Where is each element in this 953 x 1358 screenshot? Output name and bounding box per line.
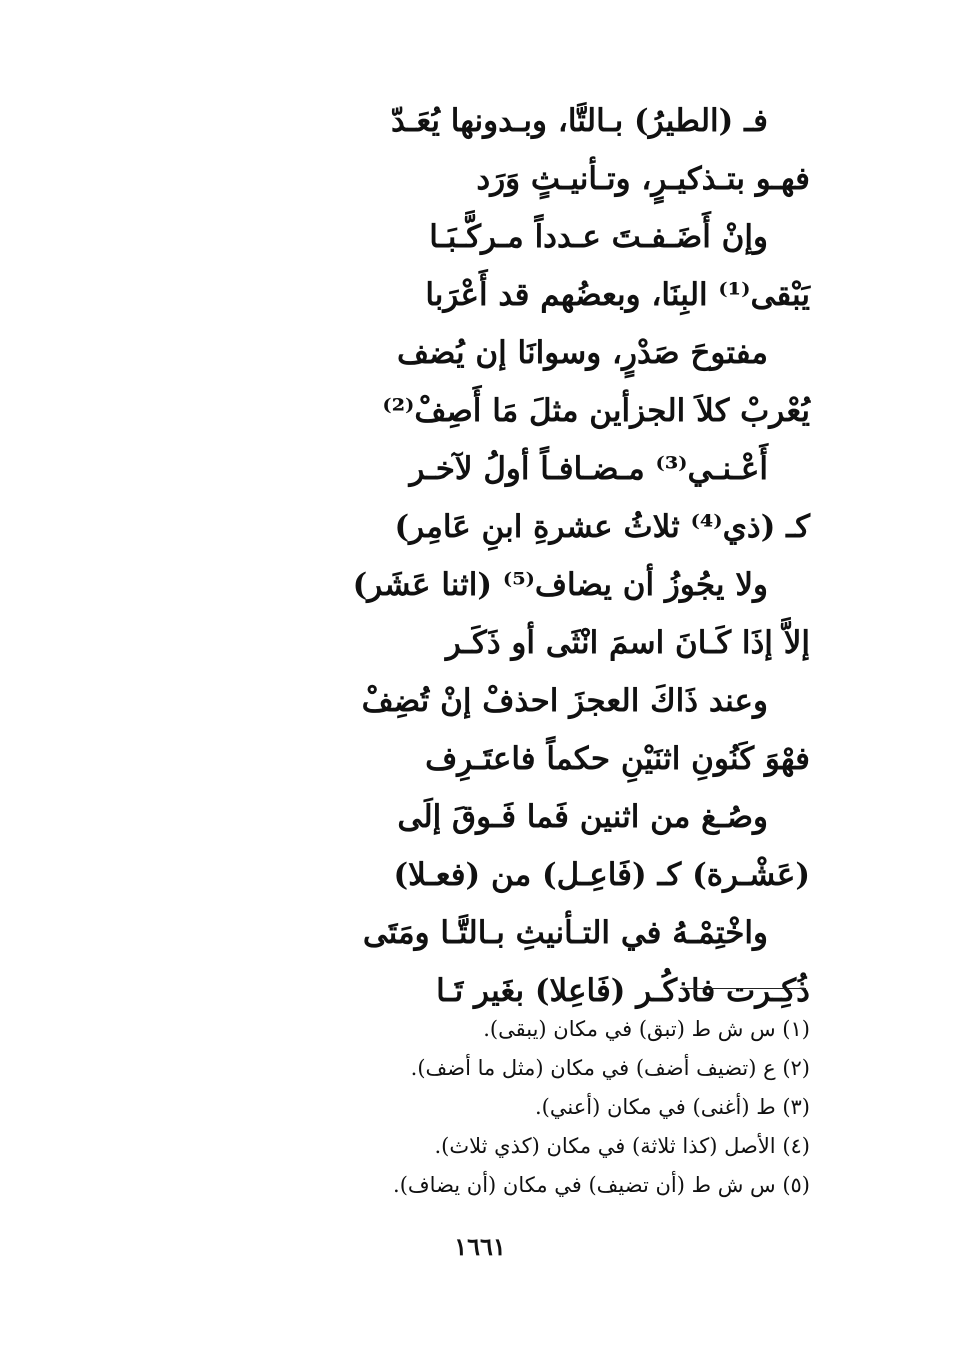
verse-line: واخْتِمْـهُ في التـأنيثِ بـالتَّـا ومَتَى xyxy=(362,915,768,951)
verse-line: فـ (الطيرُ) بـالتَّا، وبـدونها يُعَـدّ xyxy=(391,103,768,139)
verse-line: فهـو بتـذكيـرٍ، وتـأنيـثٍ وَرَد xyxy=(476,161,810,197)
verse-line: مفتوحَ صَدْرٍ، وسوانَا إن يُضف xyxy=(396,335,768,371)
footnotes xyxy=(330,1010,810,1205)
footnote-item: (٢) ع (تضيف أضف) في مكان (مثل ما أضف). xyxy=(410,1056,810,1080)
verse-line: فهْوَ كَنُونِ اثنَيْنِ حكماً فاعتَـرِف xyxy=(425,741,810,777)
verse-line: (عَشْـرة) كـ (فَاعِـل) من (فعـلا) xyxy=(393,857,810,893)
verse-line: يَبْقى⁽¹⁾ البِنَا، وبعضُهم قد أَعْرَبا xyxy=(425,277,810,313)
footnote-item: (٣) ط (أغنى) في مكان (أعني). xyxy=(535,1095,810,1119)
verse-line: أَعْـنـي⁽³⁾ مـضـافـاً أولُ لآخـر xyxy=(409,451,768,487)
footnote-item: (٤) الأصل (كذا ثلاثة) في مكان (كذي ثلاث). xyxy=(434,1134,810,1158)
poem-verses xyxy=(170,92,810,1020)
verse-line: يُعْربْ كلاَ الجزأين مثلَ مَا أَصِفْ⁽²⁾ xyxy=(382,393,810,429)
footnote-divider xyxy=(680,988,806,989)
verse-line: وعند ذَاكَ العجزَ احذفْ إنْ تُضِفْ xyxy=(361,683,768,719)
verse-line: وإنْ أَضَـفـتَ عـدداً مـركَّـبَـا xyxy=(429,219,768,255)
footnote-item: (١) س ش ط (تبق) في مكان (يبقى). xyxy=(483,1017,810,1041)
verse-line: ذُكِـرت فاذكُـر (فَاعِلا) بغَير تَـا xyxy=(436,973,810,1009)
verse-line: ولا يجُوزُ أن يضاف⁽⁵⁾ (اثنا عَشَر) xyxy=(352,567,768,603)
verse-line: إلاَّ إذَا كَـانَ اسمَ انْثَى أو ذَكَـر xyxy=(445,625,810,661)
verse-line: وصُـغ من اثنين فَما فَـوقَ إلَى xyxy=(397,799,768,835)
page-number: ١٦٦١ xyxy=(454,1232,506,1261)
footnote-item: (٥) س ش ط (أن تضيف) في مكان (أن يضاف). xyxy=(393,1173,810,1197)
verse-line: كـ (ذي⁽⁴⁾ ثلاثُ عشرةِ ابنِ عَامِر) xyxy=(394,509,810,545)
